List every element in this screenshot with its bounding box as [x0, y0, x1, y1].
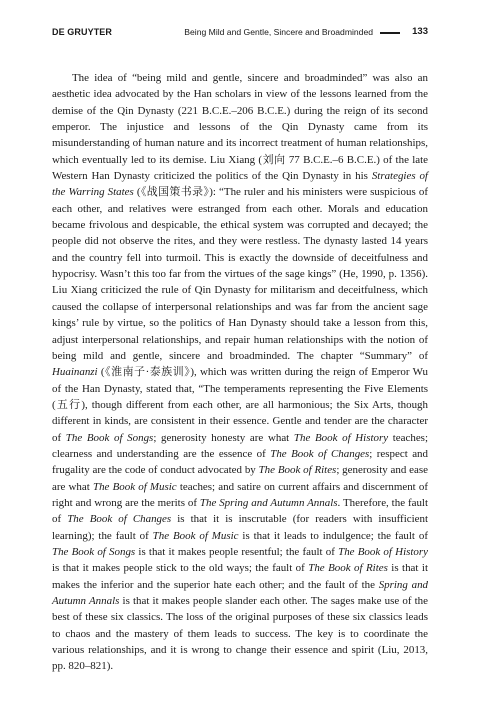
book-title: Spring and Autumn Annals [52, 578, 429, 607]
text-run: (《淮南子·泰族训》), which was written during the reign of Emperor Wu of the Han Dynasty, stated that, “The temperaments representing the Five Elements (五行), though different from each other, are all harmonious; the Six Arts, though different in kinds, are consistent in their essence. Gentle and tender are the character of [52, 366, 428, 444]
book-title: The Spring and Autumn Annals [199, 496, 338, 509]
text-run: is that it makes people resentful; the fault of [135, 545, 339, 558]
text-run: is that it leads to indulgence; the fault of [238, 529, 428, 542]
text-run: (《战国策书录》): “The ruler and his ministers were suspicious of each other, and relatives were estranged from each other. Morals and education became frivolous and despicable, the ethical system was corrupted and decayed; the people did not observe the rites, and they were restless. The dynasty lasted 14 years and the country fell into turmoil. This is exactly the downside of deceitfulness and hypocrisy. Wasn’t this too far from the virtues of the sage kings” (He, 1990, p. 1356). Liu Xiang criticized the rule of Qin Dynasty for militarism and deceitfulness, which caused the collapse of interpersonal relationships and was far from the ancient sage kings’ rule by virtue, so the politics of Han Dynasty should take a lesson from this, adjust interpersonal relationships, and repair human relationships with the notion of being mild and gentle, sincere and broadminded. The chapter “Summary” of [52, 186, 428, 362]
text-run: ; generosity and ease are what [52, 464, 428, 493]
text-run: . Therefore, the fault of [52, 496, 428, 526]
running-header [52, 27, 428, 43]
book-title: The Book of Music [92, 480, 177, 493]
text-run: ; generosity honesty are what [153, 431, 294, 444]
book-title: The Book of Rites [308, 562, 388, 575]
header-rule [380, 32, 400, 34]
book-title: The Book of Music [152, 529, 239, 542]
running-title: Being Mild and Gentle, Sincere and Broadminded [184, 27, 373, 37]
book-title: The Book of Songs [65, 431, 154, 444]
book-title: Huainanzi [52, 366, 98, 379]
body-text [52, 70, 428, 675]
book-title: The Book of History [293, 431, 389, 444]
book-title: The Book of Changes [67, 513, 172, 526]
book-title: The Book of History [338, 545, 428, 558]
text-run: ; respect and frugality are the code of conduct advocated by [52, 447, 428, 477]
book-title: The Book of Songs [52, 545, 136, 558]
publisher-name: DE GRUYTER [52, 27, 113, 37]
text-run: teaches; clearness and understanding are the essence of [52, 431, 428, 460]
book-title: Strategies of the Warring States [52, 170, 428, 199]
text-run: is that it makes people slander each other. The sages make use of the best of these six classics. The loss of the original purposes of these six classics leads to chaos and the mastery of them leads to success. The key is to coordinate the various relationships, and it is wrong to change their essence and spirit (Liu, 2013, pp. 820–821). [52, 595, 428, 673]
book-title: The Book of Rites [258, 464, 337, 477]
text-run: is that it is inscrutable (for readers with insufficient learning); the fault of [52, 513, 428, 542]
page-number: 133 [412, 26, 428, 37]
text-run: teaches; and satire on current affairs and discernment of right and wrong are the merits of [52, 480, 428, 509]
paragraph [52, 70, 428, 675]
text-run: is that it makes the inferior and the superior hate each other; and the fault of the [52, 562, 428, 591]
book-title: The Book of Changes [270, 447, 370, 460]
text-run: The idea of “being mild and gentle, sincere and broadminded” was also an aesthetic idea advocated by the Han scholars in view of the lessons learned from the demise of the Qin Dynasty (221 B.C.E.–206 B.C.E.) during the reign of its second emperor. The injustice and lessons of the Qin Dynasty came from its misunderstanding of human nature and its incorrect treatment of human relationships, which eventually led to its demise. Liu Xiang (刘向 77 B.C.E.–6 B.C.E.) of the late Western Han Dynasty criticized the politics of the Qin Dynasty in his [52, 72, 428, 183]
text-run: is that it makes people stick to the old ways; the fault of [52, 562, 309, 575]
